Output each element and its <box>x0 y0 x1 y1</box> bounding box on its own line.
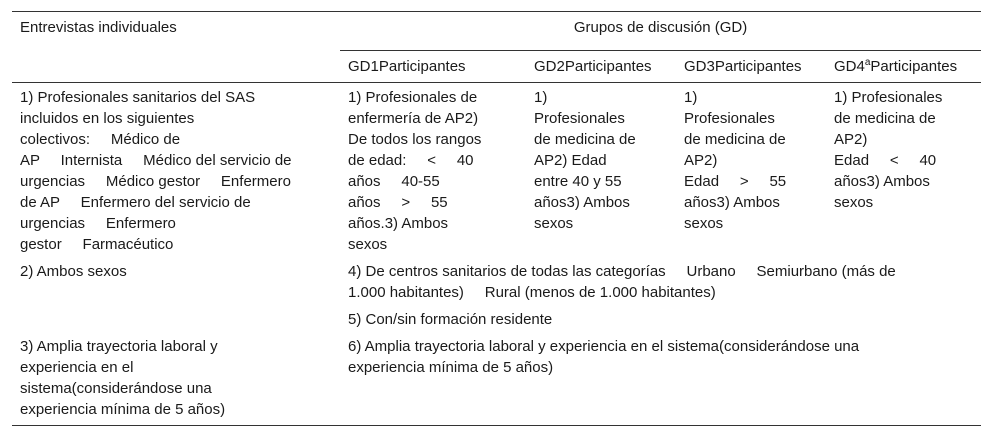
table-row <box>12 306 981 333</box>
groups-criteria-4: 4) De centros sanitarios de todas las categorías Urbano Semiurbano (más de 1.000 habitantes) Rural (menos de 1.000 habitantes) <box>348 263 896 301</box>
gd2-criteria: 1) Profesionales de medicina de AP2) Edad entre 40 y 55 años3) Ambos sexos <box>534 89 636 232</box>
groups-criteria-6: 6) Amplia trayectoria laboral y experiencia en el sistema(considerándose una experiencia mínima de 5 años) <box>340 333 981 426</box>
empty-header-cell <box>12 51 340 83</box>
table-row <box>12 258 981 306</box>
gd4-header-superscript: a <box>864 57 871 68</box>
discussion-groups-header: Grupos de discusión (GD) <box>340 12 981 51</box>
empty-cell <box>12 306 340 333</box>
gd4-header-prefix: GD4 <box>834 58 865 75</box>
gd1-header: GD1Participantes <box>340 51 526 83</box>
individual-criteria-1: 1) Profesionales sanitarios del SAS incluidos en los siguientes colectivos: Médico de AP Internista Médico del servicio de urgencias Médico gestor Enfermero de AP Enfermero del servicio de urgencias Enfermero gestor Farmacéutico <box>20 89 292 253</box>
gd1-criteria: 1) Profesionales de enfermería de AP2) De todos los rangos de edad: < 40 años 40-55 años > 55 años.3) Ambos sexos <box>348 89 482 253</box>
gd4-criteria: 1) Profesionales de medicina de AP2) Edad < 40 años3) Ambos sexos <box>834 89 943 211</box>
individual-criteria-2: 2) Ambos sexos <box>20 263 127 280</box>
gd4-header-suffix: Participantes <box>870 58 958 75</box>
study-design-table <box>12 11 981 426</box>
gd3-criteria: 1) Profesionales de medicina de AP2) Edad > 55 años3) Ambos sexos <box>684 89 787 232</box>
gd2-header: GD2Participantes <box>526 51 676 83</box>
individual-interviews-header: Entrevistas individuales <box>12 12 340 51</box>
individual-criteria-3: 3) Amplia trayectoria laboral y experiencia en el sistema(considerándose una experiencia mínima de 5 años) <box>12 333 340 426</box>
gd4-header <box>826 51 981 83</box>
gd3-header: GD3Participantes <box>676 51 826 83</box>
table-row <box>12 333 981 426</box>
groups-criteria-5: 5) Con/sin formación residente <box>348 311 553 328</box>
table-row <box>12 83 981 259</box>
